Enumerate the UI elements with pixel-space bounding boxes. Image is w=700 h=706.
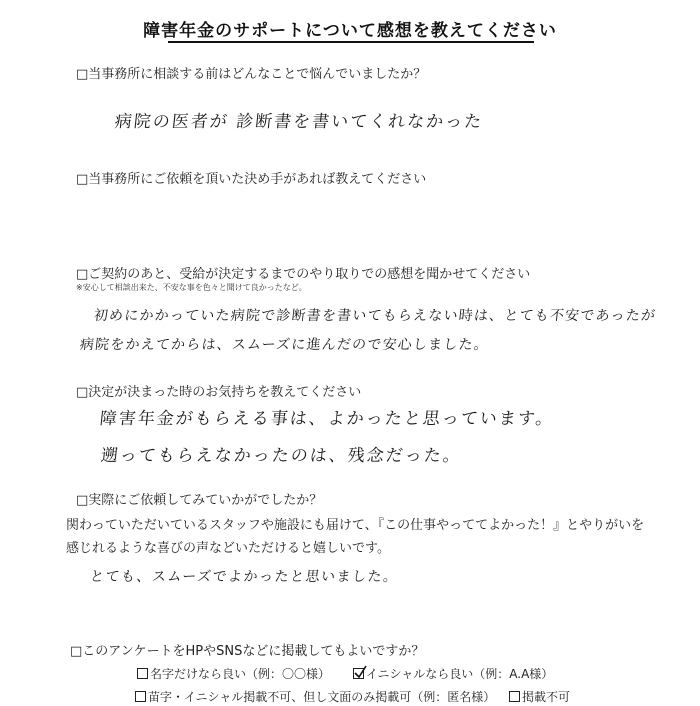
option-label: 掲載不可	[522, 690, 571, 704]
option-label: 名字だけなら良い（例：〇〇様）	[150, 667, 331, 681]
checkbox-empty-icon[interactable]	[135, 691, 146, 702]
option-surname-only[interactable]	[137, 665, 330, 682]
question-3: □ご契約のあと、受給が決定するまでのやり取りでの感想を聞かせてください	[76, 267, 531, 282]
checkmark-icon	[353, 665, 367, 679]
option-label: 苗字・イニシャル掲載不可、但し文面のみ掲載可（例：匿名様）	[148, 690, 496, 704]
question-2: □当事務所にご依頼を頂いた決め手があれば教えてください	[76, 172, 427, 187]
option-label: イニシャルなら良い（例：A.A様）	[366, 667, 554, 681]
question-6: □このアンケートをHPやSNSなどに掲載してもよいですか？	[70, 644, 425, 659]
answer-3-line-2: 病院をかえてからは、スムーズに進んだので安心しました。	[79, 337, 490, 353]
question-4: □決定が決まった時のお気持ちを教えてください	[76, 385, 362, 400]
title-underline	[168, 41, 534, 43]
question-5: □実際にご依頼してみていかがでしたか？	[76, 493, 323, 508]
question-1: □当事務所に相談する前はどんなことで悩んでいましたか？	[76, 67, 427, 82]
answer-4-line-1: 障害年金がもらえる事は、よかったと思っています。	[98, 409, 556, 429]
checkbox-empty-icon[interactable]	[509, 691, 520, 702]
question-5-description-line-2: 感じれるような喜びの声などいただけると嬉しいです。	[66, 541, 390, 556]
question-5-description-line-1: 関わっていただいているスタッフや施設にも届けて、『この仕事やっててよかった！』とやりがいを	[66, 518, 645, 533]
option-not-allowed[interactable]	[509, 688, 570, 705]
checkbox-empty-icon[interactable]	[137, 668, 148, 679]
answer-4-line-2: 遡ってもらえなかったのは、残念だった。	[99, 446, 463, 466]
answer-1: 病院の医者が 診断書を書いてくれなかった	[113, 112, 485, 132]
option-initials-ok[interactable]	[353, 665, 553, 682]
option-text-only[interactable]	[135, 688, 495, 705]
answer-5: とても、スムーズでよかったと思いました。	[89, 569, 400, 585]
question-3-note: ※安心して相談出来た、不安な事を色々と聞けて良かったなど。	[76, 283, 307, 292]
page-title: 障害年金のサポートについて感想を教えてください	[143, 21, 557, 41]
answer-3-line-1: 初めにかかっていた病院で診断書を書いてもらえない時は、とても不安であったが	[93, 308, 658, 324]
checkbox-checked-icon[interactable]	[353, 668, 364, 679]
